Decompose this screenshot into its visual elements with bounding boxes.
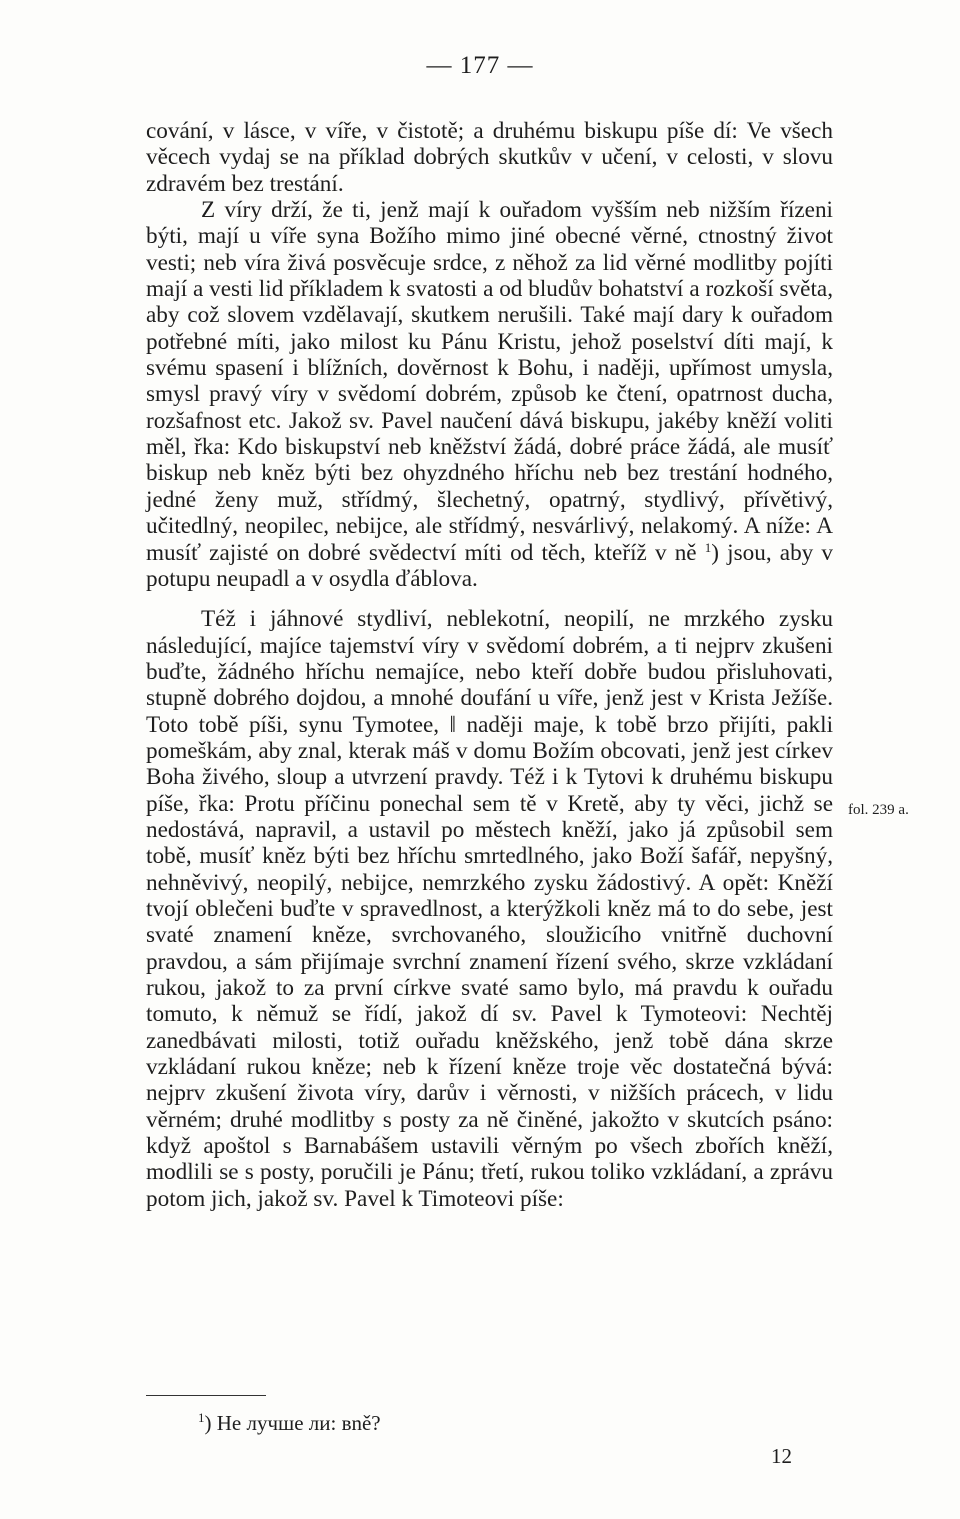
paragraph: cování, v lásce, v víře, v čistotě; a druhému biskupu píše dí: Ve všech věcech vydaj se na příklad dobrých skutkův v učení, v celosti, v slovu zdravém bez trestání. xyxy=(146,118,833,197)
footnote-mark: 1 xyxy=(198,1410,205,1425)
signature-mark: 12 xyxy=(771,1444,792,1468)
paragraph-text: Též i jáhnové stydliví, neblekotní, neopilí, ne mrzkého zysku následující, majíce tajemství víry v svědomí dobrém, a ti nejprv zkušeni buďte, žádného hříchu nemajíce, nebo kteří dobře budou přisluhovati, stupně dobrého dojdou, a mnohé doufání u víře, jenž jest v Krista Ježíše. Toto tobě píši, synu Tymotee, xyxy=(146,606,833,738)
folio-break-mark: ‖ xyxy=(449,711,457,738)
paragraph-text: Z víry drží, že ti, jenž mají k ouřadom vyšším neb nižším řízeni býti, mají u víře syna Božího mimo jiné obecné věrné, ctnostný život vesti; neb víra živá posvěcuje srdce, z něhož za lid věrné modlitby pojíti mají a vesti lid příkladem k svatosti a od bludův bohatství a rozkoší světa, aby což slovem vzdělavají, skutkem nerušili. Také mají dary k ouřadom potřebné míti, jako milost ku Pánu Kristu, jehož poselství díti mají, k svému spasení i blížních, dověrnost k Bohu, i naději, upřímost umysla, smysl pravý víry v svědomí dobrém, způsob ke čtení, opatrnost ducha, rozšafnost etc. Jakož sv. Pavel naučení dává biskupu, jakéby kněží voliti měl, řka: Kdo biskupství neb kněžství žádá, dobré práce žádá, ale musíť biskup neb kněz býti bez ohyzdného hříchu neb bez trestání hodného, jedné ženy muž, střídmý, šlechetný, opatrný, stydlivý, přívětivý, učitedlný, neopilec, nebijce, ale střídmý, nesvárlivý, nelakomý. A níže: A musíť zajisté on dobré svědectví míti od těch, kteříž v ně xyxy=(146,197,833,566)
footnote-reference: 1 xyxy=(704,539,712,555)
margin-note: fol. 239 a. xyxy=(848,802,909,818)
paragraph-text: ) jsou, aby v potupu neupadl a v osydla ďáblova. xyxy=(146,539,834,592)
paragraph-text: naději maje, k tobě brzo přijíti, pakli pomeškám, aby znal, kterak máš v domu Božím obcovati, jenž jest církev Boha živého, sloup a utvrzení pravdy. Též i k Tytovi k druhému biskupu píše, řka: Protu příčinu ponechal sem tě v Kretě, aby ty věci, jichž se nedostává, napravil, a ustavil po městech kněží, jako já způsobil sem tobě, musíť kněz býti bez hříchu smrtedlného, jako Boží šafář, nepyšný, nehněvivý, neopilý, nebijce, nemrzkého zysku žádostivý. A opět: Kněží tvojí oblečeni buďte v spravedlnost, a kterýžkoli kněz má to do sebe, jest svaté znamení kněze, svrchovaného, sloužicího vnitřně duchovní pravdou, a sám přijímaje svrchní znamení řízení svého, skrze vzkládaní rukou, jakož to za první církve svaté samo bylo, má pravdu k ouřadu tomuto, k němuž se řídí, jakož dí sv. Pavel k Tymoteovi: Nechtěj zanedbávati milosti, totiž ouřadu kněžského, jenž tobě dána skrze vzkládaní rukou kněze; neb k řízení kněze troje věc dostatečná bývá: nejprv zkušení života víry, darův i věrnosti, v nižších prácech, v lidu věrném; druhé modlitby s posty za ně činěné, jakožto v skutcích psáno: když apoštol s Barnabášem ustavili věrným po všech zbořích kněží, modlili se s posty, poručili je Pánu; třetí, rukou toliko vzkládaní, a zprávu potom jich, jakož sv. Pavel k Timoteovi píše: xyxy=(146,711,834,1212)
footnote-divider xyxy=(146,1395,266,1396)
footnote xyxy=(198,1411,381,1436)
page-number: — 177 — xyxy=(426,52,534,79)
main-text xyxy=(146,118,833,1212)
paragraph xyxy=(146,197,833,592)
footnote-text: ) Не лучше ли: вně? xyxy=(204,1411,381,1435)
paragraph xyxy=(146,606,833,1212)
